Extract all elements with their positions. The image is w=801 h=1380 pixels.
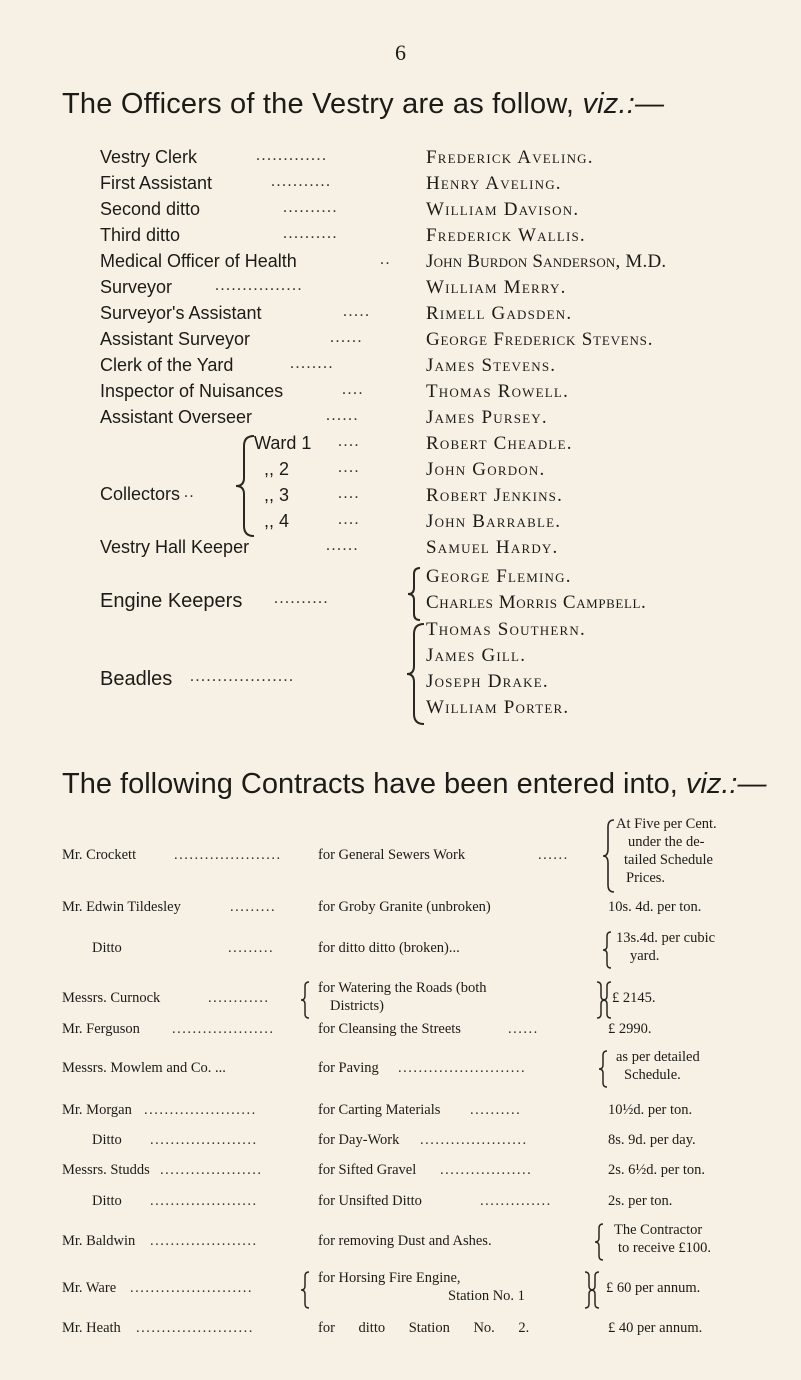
leader-dots: ..........: [274, 590, 329, 607]
contract-terms: £ 2145.: [612, 990, 656, 1006]
officer-role: Assistant Overseer: [100, 407, 253, 427]
page-number: 6: [395, 40, 406, 65]
leader-dots: .....................: [150, 1193, 258, 1209]
contract-terms: as per detailed: [616, 1049, 700, 1065]
officer-name: George Frederick Stevens.: [426, 329, 654, 350]
officer-name: Samuel Hardy.: [426, 537, 559, 558]
contract-party: Mr. Crockett: [62, 847, 137, 863]
leader-dots: ........................: [130, 1280, 253, 1296]
ward-label: Ward 1: [254, 433, 312, 453]
contract-work: for removing Dust and Ashes.: [318, 1233, 492, 1249]
contract-party: Mr. Baldwin: [62, 1233, 136, 1249]
engine-keeper-name: George Fleming.: [426, 566, 572, 587]
leader-dots: ..........: [283, 199, 338, 216]
contract-work: Station No. 1: [448, 1288, 525, 1304]
contract-terms: 13s.4d. per cubic: [616, 930, 716, 946]
contract-party: Mr. Morgan: [62, 1102, 132, 1118]
officer-role: Third ditto: [100, 225, 181, 245]
beadle-name: James Gill.: [426, 645, 527, 666]
leader-dots: ....: [338, 485, 360, 502]
leader-dots: .........: [230, 899, 277, 915]
contract-brace: [592, 1222, 606, 1262]
collectors-label: Collectors: [100, 484, 181, 504]
officer-role: Clerk of the Yard: [100, 355, 234, 375]
contract-terms: yard.: [630, 948, 660, 964]
contract-party: Mr. Edwin Tildesley: [62, 899, 181, 915]
beadle-name: Joseph Drake.: [426, 671, 549, 692]
contract-terms: to receive £100.: [618, 1240, 712, 1256]
officers-heading: [62, 88, 664, 121]
officer-role: Second ditto: [100, 199, 201, 219]
contract-work: for ditto ditto (broken)...: [318, 940, 460, 956]
contract-terms: Prices.: [626, 870, 666, 886]
contract-terms: 2s. 6½d. per ton.: [608, 1162, 706, 1178]
officer-role: Surveyor: [100, 277, 173, 297]
officer-name: Frederick Aveling.: [426, 147, 594, 168]
leader-dots: ....................: [172, 1021, 275, 1037]
contract-work: for Day-Work: [318, 1132, 400, 1148]
ward-label: ,, 2: [264, 459, 290, 479]
leader-dots: ............: [208, 990, 270, 1006]
contract-brace: [600, 930, 614, 970]
leader-dots: ................: [215, 277, 303, 294]
contract-terms: Schedule.: [624, 1067, 681, 1083]
leader-dots: ....: [338, 459, 360, 476]
collector-name: Robert Jenkins.: [426, 485, 564, 506]
leader-dots: ....: [338, 511, 360, 528]
contract-brace: [596, 1049, 610, 1089]
contract-work: Districts): [330, 998, 384, 1014]
officer-role: First Assistant: [100, 173, 213, 193]
officer-name: Rimell Gadsden.: [426, 303, 573, 324]
contract-work: for General Sewers Work: [318, 847, 466, 863]
leader-dots: .....: [343, 303, 371, 320]
officer-name: James Stevens.: [426, 355, 557, 376]
contract-terms: At Five per Cent.: [616, 816, 717, 832]
officer-role: Medical Officer of Health: [100, 251, 297, 271]
leader-dots: ....: [342, 381, 364, 398]
leader-dots: ...........: [271, 173, 332, 190]
leader-dots: ......: [330, 329, 363, 346]
contract-party: Messrs. Studds: [62, 1162, 150, 1178]
beadle-name: William Porter.: [426, 697, 570, 718]
contract-party: Mr. Ferguson: [62, 1021, 140, 1037]
leader-dots: ..................: [440, 1162, 533, 1178]
contracts-heading-viz: viz.:—: [685, 768, 767, 800]
leader-dots: ......................: [144, 1102, 257, 1118]
leader-dots: .....................: [150, 1233, 258, 1249]
leader-dots: ........: [290, 355, 334, 372]
contract-work: for Sifted Gravel: [318, 1162, 417, 1178]
officer-role: Assistant Surveyor: [100, 329, 251, 349]
contract-terms: 10s. 4d. per ton.: [608, 899, 702, 915]
contracts-heading-text: The following Contracts have been entered into,: [62, 768, 678, 800]
collector-name: John Barrable.: [426, 511, 562, 532]
leader-dots: ......: [326, 407, 359, 424]
leader-dots: .............: [256, 147, 328, 164]
contract-party: Mr. Heath: [62, 1320, 121, 1336]
leader-dots: ..: [184, 484, 195, 501]
engine-keepers-brace: [404, 566, 424, 622]
contract-terms: 10½d. per ton.: [608, 1102, 693, 1118]
leader-dots: ......: [508, 1021, 539, 1037]
contract-party: Ditto: [92, 940, 122, 956]
officer-name: James Pursey.: [426, 407, 548, 428]
leader-dots: ......: [538, 847, 569, 863]
ward-label: ,, 3: [264, 485, 290, 505]
leader-dots: .....................: [420, 1132, 528, 1148]
contract-party: Messrs. Curnock: [62, 990, 161, 1006]
officer-name: William Davison.: [426, 199, 580, 220]
contract-work: for Horsing Fire Engine,: [318, 1270, 461, 1286]
contract-terms: £ 2990.: [608, 1021, 652, 1037]
contract-work: for Watering the Roads (both: [318, 980, 487, 996]
officers-heading-text: The Officers of the Vestry are as follow,: [62, 88, 575, 120]
contract-terms: tailed Schedule: [624, 852, 713, 868]
contract-party: Ditto: [92, 1132, 122, 1148]
leader-dots: .....................: [174, 847, 282, 863]
contract-terms: 8s. 9d. per day.: [608, 1132, 696, 1148]
contract-brace: [588, 1270, 602, 1310]
contract-work: for Unsifted Ditto: [318, 1193, 422, 1209]
engine-keeper-name: Charles Morris Campbell.: [426, 592, 647, 613]
officer-role: Inspector of Nuisances: [100, 381, 284, 401]
ward-label: ,, 4: [264, 511, 290, 531]
leader-dots: .....................: [150, 1132, 258, 1148]
officer-role: Vestry Clerk: [100, 147, 198, 167]
officer-name: Henry Aveling.: [426, 173, 562, 194]
officer-role: Surveyor's Assistant: [100, 303, 262, 323]
beadles-label: Beadles: [100, 668, 173, 690]
contract-brace: [298, 1270, 312, 1310]
leader-dots: ....................: [160, 1162, 263, 1178]
leader-dots: .........: [228, 940, 275, 956]
collector-name: John Gordon.: [426, 459, 546, 480]
engine-keepers-label: Engine Keepers: [100, 590, 243, 612]
contract-party: Ditto: [92, 1193, 122, 1209]
contract-terms: 2s. per ton.: [608, 1193, 673, 1209]
officer-name: Frederick Wallis.: [426, 225, 586, 246]
contract-terms: £ 40 per annum.: [608, 1320, 703, 1336]
contracts-heading: [62, 768, 766, 801]
contract-work: for Carting Materials: [318, 1102, 441, 1118]
contract-work: for Cleansing the Streets: [318, 1021, 461, 1037]
beadle-name: Thomas Southern.: [426, 619, 586, 640]
contract-terms: under the de-: [628, 834, 705, 850]
leader-dots: ..........: [470, 1102, 522, 1118]
contract-brace: [298, 980, 312, 1020]
officer-name: William Merry.: [426, 277, 567, 298]
contract-party: Mr. Ware: [62, 1280, 117, 1296]
contract-party: Messrs. Mowlem and Co. ...: [62, 1060, 226, 1076]
contract-work: for ditto Station No. 2.: [318, 1320, 530, 1336]
leader-dots: ......: [326, 537, 359, 554]
collector-name: Robert Cheadle.: [426, 433, 573, 454]
leader-dots: ....: [338, 433, 360, 450]
officer-role: Vestry Hall Keeper: [100, 537, 250, 557]
officer-name: Thomas Rowell.: [426, 381, 570, 402]
beadles-brace: [404, 622, 428, 726]
officer-name: John Burdon Sanderson, M.D.: [426, 251, 667, 272]
leader-dots: ..........: [283, 225, 338, 242]
contract-work: for Paving: [318, 1060, 379, 1076]
contract-terms: £ 60 per annum.: [606, 1280, 701, 1296]
leader-dots: ...................: [190, 668, 295, 685]
leader-dots: .......................: [136, 1320, 254, 1336]
leader-dots: ..: [380, 251, 391, 268]
contract-terms: The Contractor: [614, 1222, 703, 1238]
leader-dots: ..............: [480, 1193, 552, 1209]
leader-dots: .........................: [398, 1060, 527, 1076]
contract-work: for Groby Granite (unbroken): [318, 899, 491, 915]
officers-heading-viz: viz.:—: [582, 88, 665, 120]
